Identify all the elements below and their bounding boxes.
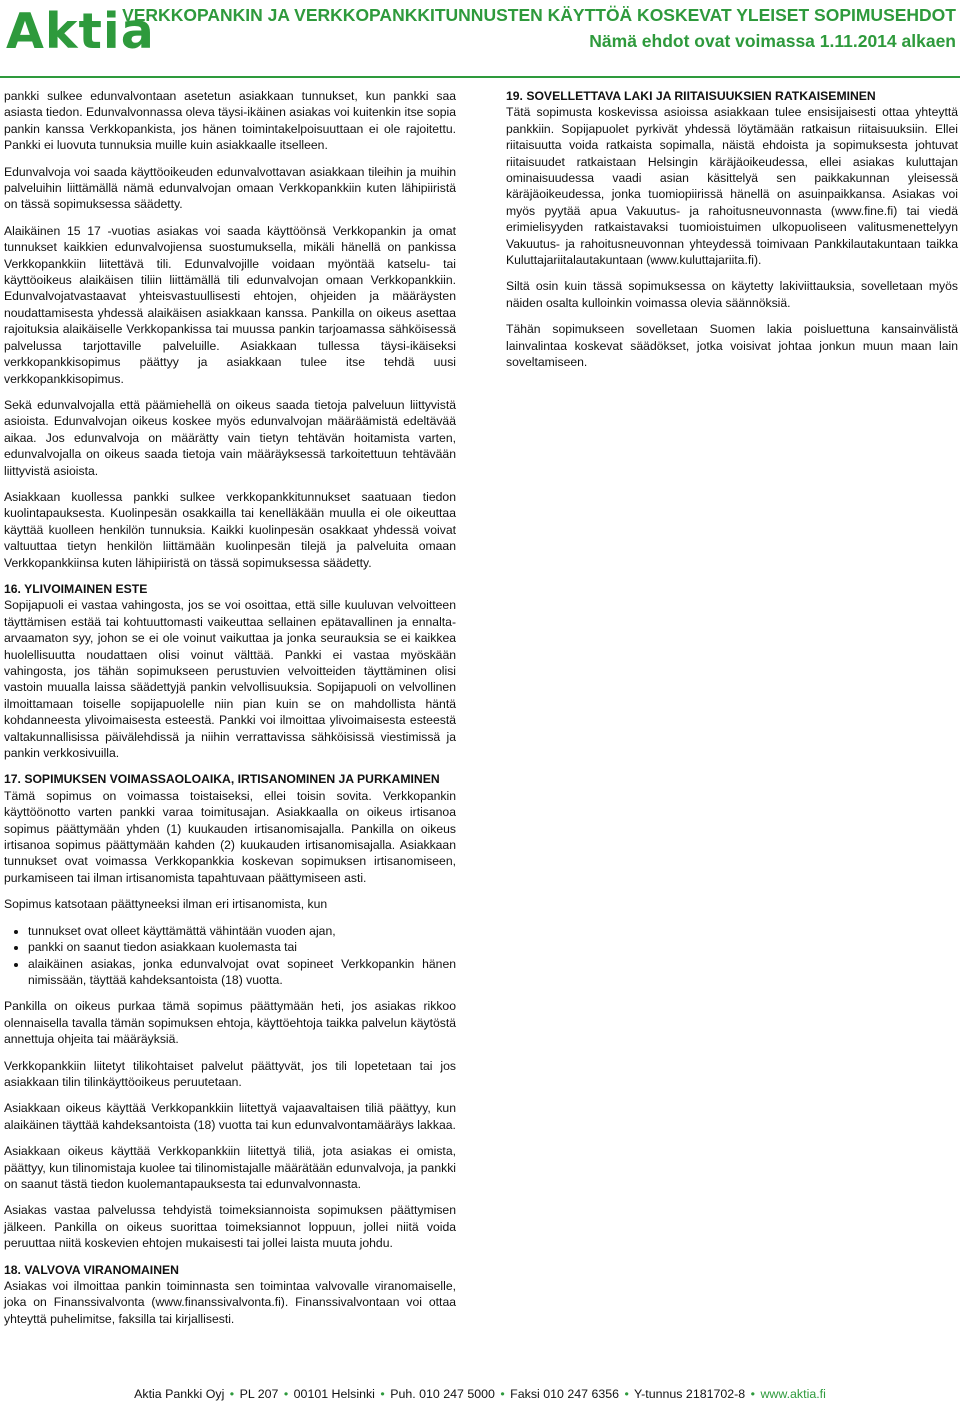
left-column (4, 88, 456, 1337)
paragraph: Siltä osin kuin tässä sopimuksessa on käytetty lakiviittauksia, sovelletaan myös näiden osalta kulloinkin voimassa olevia säännöksiä. (506, 279, 958, 310)
section-heading-18: 18. VALVOVA VIRANOMAINEN (4, 1262, 179, 1277)
section-heading-19: 19. SOVELLETTAVA LAKI JA RIITAISUUKSIEN RATKAISEMINEN (506, 89, 876, 103)
document-title: VERKKOPANKIN JA VERKKOPANKKITUNNUSTEN KÄYTTÖÄ KOSKEVAT YLEISET SOPIMUSEHDOT (122, 5, 956, 25)
footer-business-id: Y-tunnus 2181702-8 (634, 1387, 746, 1401)
paragraph: Asiakas voi ilmoittaa pankin toiminnasta sen toimintaa valvovalle viranomaiselle, joka on Finanssivalvonta (www.finanssivalvonta.fi). Finanssivalvontaan voi ottaa yhteyttä puhelimitse, faksilla tai kirjallisesti. (4, 1279, 456, 1326)
page-footer (0, 1387, 960, 1401)
paragraph: pankki sulkee edunvalvontaan asetetun asiakkaan tunnukset, kun pankki saa asiasta tiedon. Edunvalvonnassa oleva täysi-ikäinen asiakas voi kuitenkin itse sopia pankin kanssa Verkkopankista, jos hänen toimintakelpoisuuttaan ei ole rajoitettu. Pankki ei luovuta tunnuksia muille kuin asiakkaalle itselleen. (4, 89, 456, 153)
footer-separator: • (500, 1387, 505, 1401)
page-header (0, 0, 960, 80)
paragraph: Tämä sopimus on voimassa toistaiseksi, ellei toisin sovita. Verkkopankin käyttöönotto varten pankki varaa toimitusajan. Asiakkaalla on oikeus irtisanoa sopimus päättymään yhden (1) kuukauden irtisanomisajalla. Pankilla on oikeus irtisanoa sopimus päättymään kahden (2) kuukauden irtisanomisajalla. Asiakkaan tunnukset ovat voimassa Verkkopankkia koskevan sopimuksen irtisanomiseen, purkamiseen tai ilman irtisanomista tapahtuvaan päättymiseen asti. (4, 788, 456, 885)
section-heading-17: 17. SOPIMUKSEN VOIMASSAOLOAIKA, IRTISANOMINEN JA PURKAMINEN (4, 772, 440, 787)
footer-website-link[interactable]: www.aktia.fi (760, 1387, 826, 1401)
footer-company: Aktia Pankki Oyj (134, 1387, 225, 1401)
paragraph: Asiakkaan oikeus käyttää Verkkopankkiin liitettyä vajaavaltaisen tiliä päättyy, kun alaikäinen täyttää kahdeksantoista (18) vuotta tai kun edunvalvontamääräys lakkaa. (4, 1101, 456, 1132)
footer-phone: Puh. 010 247 5000 (390, 1387, 495, 1401)
footer-fax: Faksi 010 247 6356 (510, 1387, 620, 1401)
footer-po-box: PL 207 (239, 1387, 279, 1401)
footer-address: 00101 Helsinki (293, 1387, 375, 1401)
footer-separator: • (624, 1387, 629, 1401)
footer-separator: • (380, 1387, 385, 1401)
paragraph: Pankilla on oikeus purkaa tämä sopimus päättymään heti, jos asiakas rikkoo olennaisella tavalla tämän sopimuksen ehtoja, käyttöehtoja taikka palvelun käytöstä annettuja ohjeita tai määräyksiä. (4, 999, 456, 1047)
section-heading-16: 16. YLIVOIMAINEN ESTE (4, 581, 148, 596)
footer-separator: • (229, 1387, 235, 1401)
list-item: • alaikäinen asiakas, jonka edunvalvojat ovat sopineet Verkkopankin hänen nimissään, täyttää kahdeksantoista (18) vuotta. (28, 956, 456, 989)
paragraph: Asiakkaan kuollessa pankki sulkee verkkopankkitunnukset saatuaan tiedon kuolintapauksesta. Kuolinpesän osakkailla tai kenelläkään muulla ei ole oikeuttaa käyttää kuolleen henkilön tunnuksia. Kaikki kuolinpesän osakkaat yhdessä voivat valtuuttaa tietyn henkilön liittämään kuolinpesän tilejä ja palveluita omaan Verkkopankkiinsa kuten lähipiiristä on tässä sopimuksessa säädetty. (4, 489, 456, 570)
paragraph: Verkkopankkiin liitetyt tilikohtaiset palvelut päättyvät, jos tili lopetetaan tai jos asiakkaan tilin tilinkäyttöoikeus peruutetaan. (4, 1058, 456, 1089)
paragraph: Tähän sopimukseen sovelletaan Suomen lakia poisluettuna kansainvälistä lainvalintaa koskevat säädökset, jotka voisivat johtaa jonkun muun maan lain soveltamiseen. (506, 322, 958, 370)
header-divider (0, 76, 960, 78)
paragraph: Sopijapuoli ei vastaa vahingosta, jos se voi osoittaa, että sille kuuluvan velvoitteen täyttämisen estää tai kohtuuttomasti vaikeuttaa sellainen epätavallinen ja ennalta-arvaamaton syy, johon se ei ole voinut vaikuttaa ja jonka seurauksia se ei kaikkea huolellisuutta noudattaen olisi voinut välttää. Pankki ei vastaa myöskään vahingosta, jos tähän sopimukseen perustuvien velvoitteiden täyttäminen olisi vastoin muualla laissa säädettyjä pankin velvollisuuksia. Sopijapuoli on velvollinen ilmoittamaan toiselle sopijapuolelle niin pian kuin se on mahdollista häntä kohdanneesta ylivoimaisesta esteestä. Pankki voi ilmoittaa ylivoimaisesta esteestä valtakunnallisissa päivälehdissä ja niihin verrattavissa sähköisissä viestimissä ja pankin verkkosivuilla. (4, 598, 456, 761)
paragraph: Asiakkaan oikeus käyttää Verkkopankkiin liitettyä tiliä, jota asiakas ei omista, päättyy, kun tilinomistaja kuolee tai tilinomistajalle määrätään edunvalvoja, ja pankki on saanut tästä tiedon kuolemantapauksesta tai edunvalvonnasta. (4, 1144, 456, 1191)
paragraph: Edunvalvoja voi saada käyttöoikeuden edunvalvottavan asiakkaan tileihin ja muihin palveluihin liittämällä nämä edunvalvojan omaan Verkkopankkiin kuten lähipiiristä on tässä sopimuksessa säädetty. (4, 164, 456, 212)
paragraph: Sekä edunvalvojalla että päämiehellä on oikeus saada tietoja palveluun liittyvistä asioista. Edunvalvojan oikeus koskee myös edunvalvojan määräämistä edeltävää aikaa. Jos edunvalvoja on määrätty vain tietyn tehtävän hoitamista varten, edunvalvojalla on oikeus saada tietoja vain määräyksessä tarkoitettuun tehtävään liittyvistä asioista. (4, 397, 456, 478)
footer-separator: • (750, 1387, 755, 1401)
right-column (506, 88, 958, 381)
paragraph: Alaikäinen 15 17 -vuotias asiakas voi saada käyttöönsä Verkkopankin ja omat tunnukset kaikkien edunvalvojiensa suostumuksella, mikäli hänellä on pankissa Verkkopankkiin liitettävä tili. Edunvalvojille voidaan myöntää katselu- tai käyttöoikeus alaikäisen tiliin liittämällä tili edunvalvojan omaan Verkkopankkiin. Edunvalvojatvastaavat yhteisvastuullisesti ehtojen, ohjeiden ja määräysten noudattamisesta yhdessä alaikäisen asiakkaan kanssa. Pankilla on oikeus asettaa rajoituksia alaikäiselle Verkkopankissa tai muussa pankin tarjoamassa sähköisessä palvelussa tarjottaville palveluille. Asiakkaan tullessa täysi-ikäiseksi verkkopankkisopimus päättyy ja asiakkaan tulee itse tehdä uusi verkkopankkisopimus. (4, 223, 456, 386)
list-item: • pankki on saanut tiedon asiakkaan kuolemasta tai (28, 939, 456, 955)
paragraph: Asiakas vastaa palvelussa tehdyistä toimeksiannoista sopimuksen päättymisen jälkeen. Pankilla on oikeus suorittaa toimeksiannot loppuun, jollei niitä voida peruuttaa niitä koskevien ehtojen mukaisesti tai jollei laista muuta johdu. (4, 1203, 456, 1251)
termination-conditions-list (4, 923, 456, 989)
paragraph: Sopimus katsotaan päättyneeksi ilman eri irtisanomista, kun (4, 897, 328, 912)
footer-separator: • (283, 1387, 289, 1401)
list-item: • tunnukset ovat olleet käyttämättä vähintään vuoden ajan, (28, 923, 456, 939)
document-subtitle: Nämä ehdot ovat voimassa 1.11.2014 alkaen (589, 31, 956, 51)
aktia-logo: Aktia (6, 3, 155, 60)
paragraph: Tätä sopimusta koskevissa asioissa asiakkaan tulee ensisijaisesti ottaa yhteyttä pankkiin. Sopijapuolet pyrkivät yhdessä löytämään ratkaisun riitaisuuksiin. Ellei riitaisuutta voida ratkaista sopimalla, näistä ehdoista ja sopimuksesta johtuvat riitaisuudet ratkaistaan Helsingin käräjäoikeudessa, ellei asiakas kuluttajan ominaisuudessa vaadi asian käsittelyä sen paikkakunnan yleisessä käräjäoikeudessa, jonka tuomiopiirissä hänellä on asuinpaikkansa. Asiakas voi myös pyytää apua Vakuutus- ja rahoitusneuvonnasta (www.fine.fi) tai viedä erimielisyyden ratkaistavaksi tuomioistuimen ulkopuoliseen valitusmenettelyyn Vakuutus- ja rahoitusneuvonnan yhteydessä toimivaan Pankkilautakuntaan taikka Kuluttajariitalautakuntaan (www.kuluttajariita.fi). (506, 105, 958, 268)
